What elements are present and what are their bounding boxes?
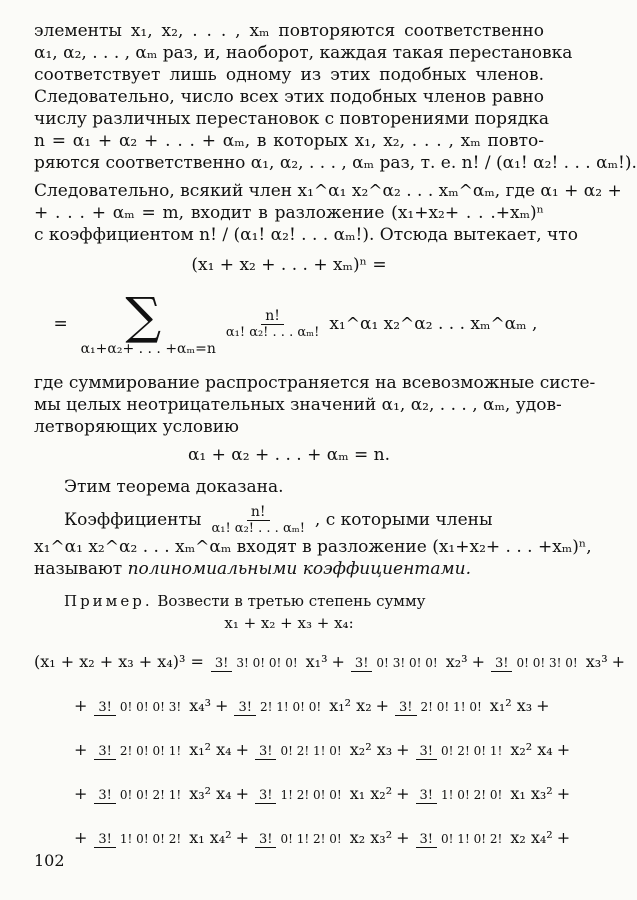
- term-fraction: [94, 739, 185, 761]
- term-denominator: 0! 0! 3! 0!: [516, 656, 578, 670]
- term-numerator: 3!: [234, 700, 256, 716]
- term-fraction: [416, 783, 507, 805]
- term-fraction: [94, 695, 185, 717]
- term-numerator: 3!: [94, 700, 116, 716]
- sum-tail: x₁^α₁ x₂^α₂ . . . xₘ^αₘ ,: [329, 314, 538, 334]
- term-operator: +: [235, 784, 249, 803]
- term-operator: +: [536, 696, 550, 715]
- expansion-term: [416, 827, 571, 849]
- term-numerator: 3!: [255, 788, 277, 804]
- expansion-lead: (x₁ + x₂ + x₃ + x₄)³ =: [34, 652, 204, 671]
- term-fraction: [351, 651, 442, 673]
- coef-tail: , с которыми члены: [314, 510, 493, 530]
- term-denominator: 2! 0! 1! 0!: [420, 700, 482, 714]
- term-denominator: 1! 2! 0! 0!: [280, 788, 342, 802]
- expansion-term: [255, 827, 410, 849]
- term-numerator: 3!: [416, 832, 438, 848]
- term-variable: x₁ x₄²: [189, 828, 232, 847]
- term-variable: x₂³: [445, 652, 468, 671]
- text-line: Следовательно, число всех этих подобных членов равно: [34, 87, 544, 107]
- term-operator: +: [556, 828, 571, 847]
- term-fraction: [94, 827, 185, 849]
- expansion-term: [234, 695, 389, 717]
- sum-formula: [34, 276, 544, 372]
- expansion-term: [255, 739, 410, 761]
- term-numerator: 3!: [211, 656, 233, 672]
- term-denominator: 0! 1! 2! 0!: [280, 832, 342, 846]
- fraction: [222, 308, 323, 341]
- expansion-term: [416, 739, 571, 761]
- text-line: + . . . + αₘ = m, входит в разложение (x₁+x₂+ . . .+xₘ)ⁿ: [34, 203, 544, 223]
- term-variable: x₃² x₄: [189, 784, 232, 803]
- coef-denominator: α₁! α₂! . . . αₘ!: [211, 520, 305, 536]
- term-operator: +: [375, 696, 390, 715]
- term-variable: x₄³: [189, 696, 212, 715]
- text-line: x₁^α₁ x₂^α₂ . . . xₘ^αₘ входят в разложение (x₁+x₂+ . . . +xₘ)ⁿ,: [34, 537, 592, 557]
- term-operator: +: [396, 828, 410, 847]
- expansion: [34, 640, 626, 860]
- term-fraction: [416, 739, 507, 761]
- term-numerator: 3!: [255, 832, 277, 848]
- coef-fraction: [207, 504, 308, 537]
- term-denominator: 0! 3! 0! 0!: [376, 656, 438, 670]
- term-variable: x₁ x₂²: [349, 784, 393, 803]
- term-numerator: 3!: [351, 656, 373, 672]
- term-operator: +: [396, 784, 410, 803]
- expansion-term: [395, 695, 550, 717]
- term-fraction: [211, 651, 302, 673]
- text-line: летворяющих условию: [34, 417, 239, 437]
- expansion-term: [351, 651, 485, 673]
- term-numerator: 3!: [94, 832, 116, 848]
- term-operator: +: [235, 828, 249, 847]
- term-operator: +: [611, 652, 626, 671]
- coef-term: полиномиальными коэффициентами.: [127, 559, 471, 579]
- term-operator: +: [331, 652, 345, 671]
- text-line: соответствует лишь одному из этих подобных членов.: [34, 65, 544, 85]
- term-fraction: [255, 827, 346, 849]
- term-denominator: 1! 0! 2! 0!: [441, 788, 503, 802]
- term-numerator: 3!: [94, 744, 116, 760]
- example-title: Пример.: [64, 592, 153, 610]
- text-line: α₁, α₂, . . . , αₘ раз, и, наоборот, каждая такая перестановка: [34, 43, 573, 63]
- term-denominator: 0! 0! 0! 3!: [119, 700, 182, 714]
- text-line: мы целых неотрицательных значений α₁, α₂, . . . , αₘ, удов-: [34, 395, 562, 415]
- term-operator: +: [396, 740, 410, 759]
- sum-lhs: (x₁ + x₂ + . . . + xₘ)ⁿ =: [191, 255, 387, 275]
- term-fraction: [416, 827, 507, 849]
- term-denominator: 0! 1! 0! 2!: [441, 832, 503, 846]
- term-variable: x₂ x₄²: [510, 828, 553, 847]
- example-heading: [34, 590, 544, 612]
- expansion-lead: +: [74, 784, 88, 803]
- term-variable: x₂² x₃: [349, 740, 393, 759]
- term-operator: +: [215, 696, 229, 715]
- expansion-lead: +: [74, 696, 88, 715]
- term-operator: +: [556, 784, 571, 803]
- term-variable: x₁² x₃: [489, 696, 533, 715]
- expansion-term: [94, 695, 228, 717]
- condition-formula: α₁ + α₂ + . . . + αₘ = n.: [187, 445, 391, 465]
- equals-sign: =: [53, 314, 68, 334]
- expansion-line: [34, 728, 571, 772]
- term-operator: +: [471, 652, 485, 671]
- sigma-symbol: ∑: [125, 287, 162, 345]
- expansion-lead: +: [74, 740, 88, 759]
- term-fraction: [395, 695, 486, 717]
- term-fraction: [491, 651, 582, 673]
- term-denominator: 1! 0! 0! 2!: [119, 832, 182, 846]
- term-variable: x₁² x₄: [189, 740, 232, 759]
- term-denominator: 0! 2! 1! 0!: [280, 744, 342, 758]
- text-line: Следовательно, всякий член x₁^α₁ x₂^α₂ . . . xₘ^αₘ, где α₁ + α₂ +: [34, 181, 622, 201]
- page-number: 102: [34, 851, 65, 870]
- expansion-lead: +: [74, 828, 88, 847]
- text-line: ряются соответственно α₁, α₂, . . . , αₘ раз, т. е. n! / (α₁! α₂! . . . αₘ!).: [34, 153, 637, 173]
- term-denominator: 2! 1! 0! 0!: [259, 700, 322, 714]
- term-numerator: 3!: [94, 788, 116, 804]
- term-variable: x₂ x₃²: [349, 828, 393, 847]
- expansion-term: [94, 783, 249, 805]
- fraction-denominator: α₁! α₂! . . . αₘ!: [225, 324, 320, 340]
- sigma-subscript: α₁+α₂+ . . . +αₘ=n: [80, 341, 216, 357]
- page-body: [34, 20, 637, 860]
- term-denominator: 0! 0! 2! 1!: [119, 788, 182, 802]
- term-denominator: 2! 0! 0! 1!: [119, 744, 182, 758]
- term-operator: +: [235, 740, 249, 759]
- expansion-term: [491, 651, 625, 673]
- term-denominator: 3! 0! 0! 0!: [236, 656, 298, 670]
- expansion-line: [34, 772, 571, 816]
- fraction-numerator: n!: [261, 308, 284, 325]
- expansion-term: [416, 783, 571, 805]
- expansion-line: [34, 640, 626, 684]
- term-fraction: [255, 739, 346, 761]
- expansion-line: [34, 816, 571, 860]
- term-operator: +: [556, 740, 571, 759]
- term-fraction: [255, 783, 346, 805]
- term-variable: x₂² x₄: [510, 740, 553, 759]
- text-line: где суммирование распространяется на всевозможные систе-: [34, 373, 596, 393]
- term-variable: x₁² x₂: [329, 696, 372, 715]
- term-variable: x₁³: [305, 652, 328, 671]
- term-fraction: [94, 783, 185, 805]
- coef-numerator: n!: [247, 504, 270, 521]
- term-fraction: [234, 695, 325, 717]
- term-numerator: 3!: [416, 788, 438, 804]
- expansion-term: [94, 739, 249, 761]
- coef-line: [34, 504, 544, 536]
- term-numerator: 3!: [491, 656, 513, 672]
- text-line: числу различных перестановок с повторениями порядка: [34, 109, 549, 129]
- term-variable: x₃³: [585, 652, 608, 671]
- example-sum: x₁ + x₂ + x₃ + x₄:: [224, 614, 354, 632]
- text-line: элементы x₁, x₂, . . . , xₘ повторяются соответственно: [34, 21, 544, 41]
- term-denominator: 0! 2! 0! 1!: [441, 744, 503, 758]
- coef-called: называют: [34, 559, 123, 579]
- example-text: Возвести в третью степень сумму: [157, 592, 426, 610]
- theorem-end: Этим теорема доказана.: [64, 477, 284, 497]
- coef-label: Коэффициенты: [64, 510, 202, 530]
- term-numerator: 3!: [395, 700, 417, 716]
- expansion-term: [94, 827, 249, 849]
- expansion-line: [34, 684, 550, 728]
- sigma-group: [80, 287, 216, 357]
- text-line: [34, 558, 544, 580]
- term-variable: x₁ x₃²: [510, 784, 553, 803]
- text-line: с коэффициентом n! / (α₁! α₂! . . . αₘ!). Отсюда вытекает, что: [34, 225, 578, 245]
- term-numerator: 3!: [416, 744, 438, 760]
- term-numerator: 3!: [255, 744, 277, 760]
- expansion-term: [211, 651, 345, 673]
- text-line: n = α₁ + α₂ + . . . + αₘ, в которых x₁, x₂, . . . , xₘ повто-: [34, 131, 544, 151]
- expansion-term: [255, 783, 410, 805]
